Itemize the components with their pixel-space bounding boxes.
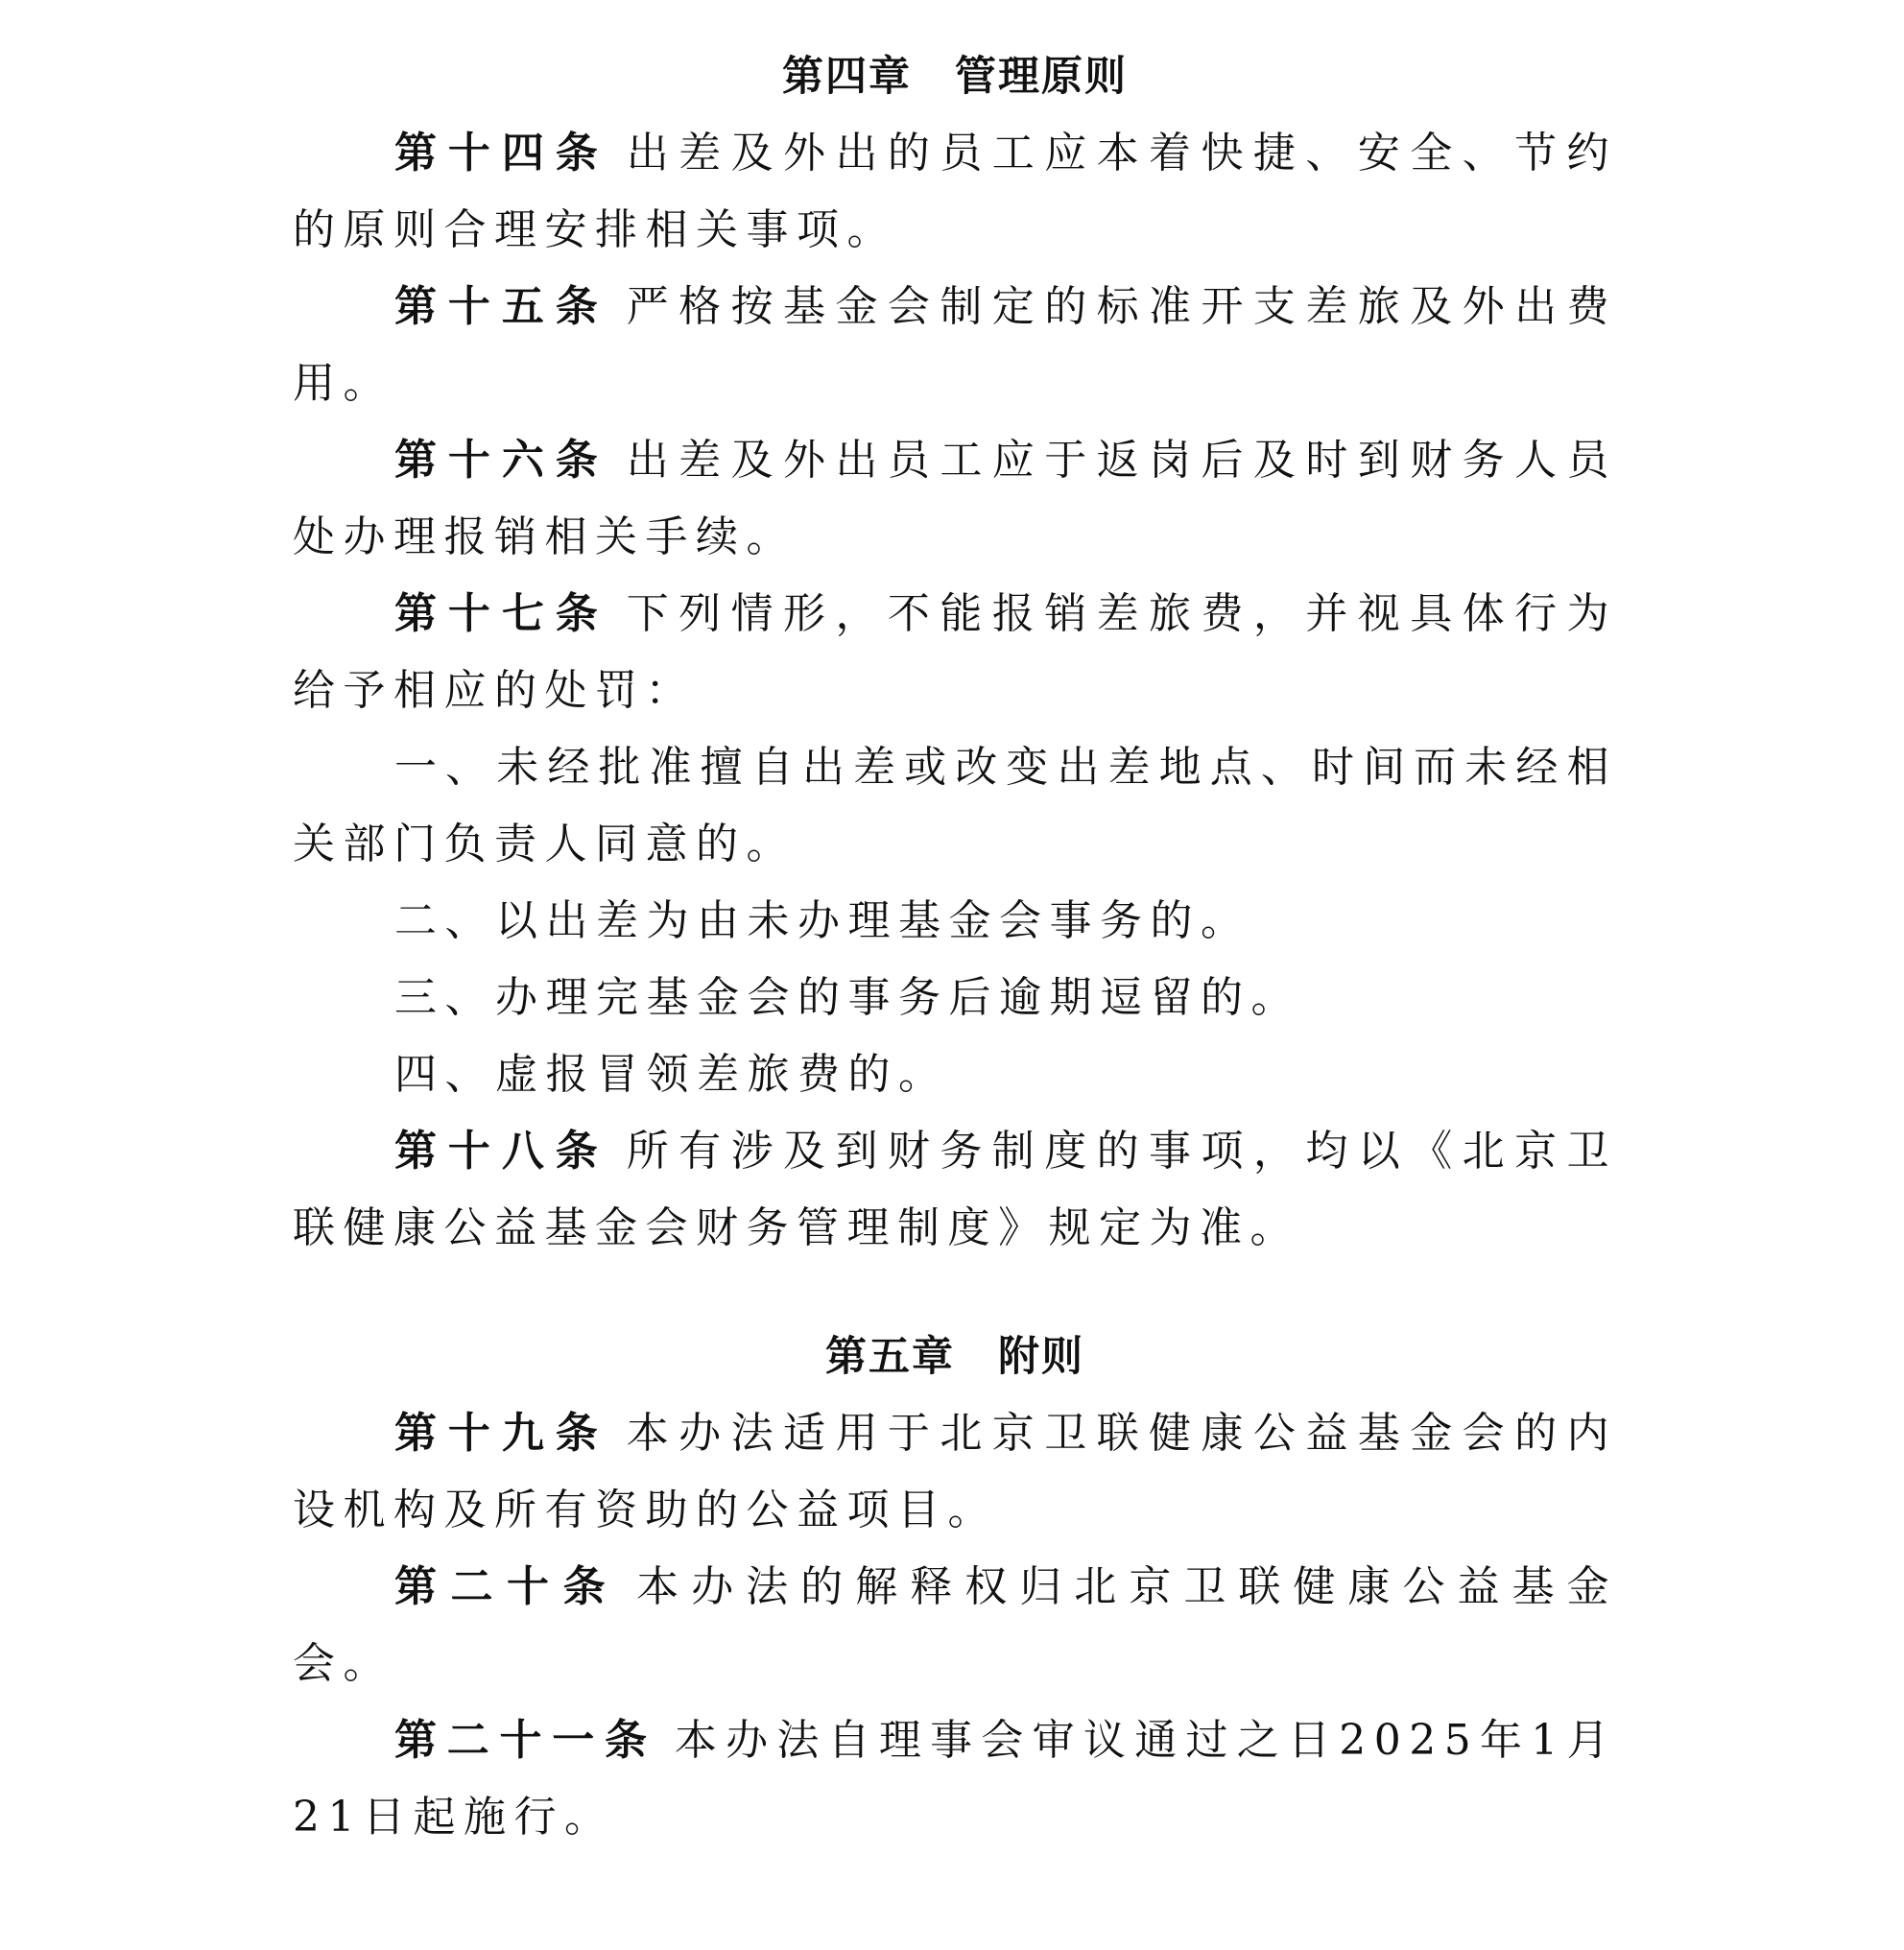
list-item-paragraph [293,960,1617,1036]
article-paragraph [293,1113,1617,1267]
article-number: 第十七条 [394,589,609,638]
article-text: 本办法的解释权归北京卫联健康公益基金会。 [293,1562,1618,1688]
list-item-paragraph [293,1036,1617,1113]
article-number: 第二十条 [394,1562,620,1611]
article-text: 下列情形，不能报销差旅费，并视具体行为给予相应的处罚： [293,589,1618,715]
article-text: 所有涉及到财务制度的事项，均以《北京卫联健康公益基金会财务管理制度》规定为准。 [293,1127,1618,1252]
article-text: 严格按基金会制定的标准开支差旅及外出费用。 [293,282,1618,408]
article-text: 本办法适用于北京卫联健康公益基金会的内设机构及所有资助的公益项目。 [293,1409,1618,1534]
article-paragraph [293,1549,1617,1702]
article-paragraph [293,269,1617,422]
chapter-title: 第四章 管理原则 [782,53,1128,101]
article-number: 第十六条 [394,436,609,485]
article-number: 第十四条 [394,129,609,178]
article-number: 第十五条 [394,282,609,331]
article-number: 第十八条 [394,1127,609,1176]
chapter-title: 第五章 附则 [825,1333,1084,1381]
article-number: 第二十一条 [394,1716,657,1765]
list-item-paragraph [293,883,1617,960]
article-text: 本办法自理事会审议通过之日2025年1月21日起施行。 [293,1716,1617,1842]
document-body [293,38,1617,1856]
article-text: 出差及外出员工应于返岗后及时到财务人员处办理报销相关手续。 [293,436,1618,561]
list-item-text: 一、未经批准擅自出差或改变出差地点、时间而未经相关部门负责人同意的。 [293,743,1617,868]
article-paragraph [293,115,1617,269]
list-item-text: 三、办理完基金会的事务后逾期逗留的。 [394,973,1301,1022]
article-paragraph [293,576,1617,729]
list-item-text: 四、虚报冒领差旅费的。 [394,1050,949,1099]
article-paragraph [293,1702,1617,1856]
article-paragraph [293,422,1617,576]
list-item-paragraph [293,729,1617,883]
list-item-text: 二、以出差为由未办理基金会事务的。 [394,896,1251,945]
article-text: 出差及外出的员工应本着快捷、安全、节约的原则合理安排相关事项。 [293,129,1618,254]
chapter-spacer [293,1267,1617,1319]
article-number: 第十九条 [394,1409,609,1458]
article-paragraph [293,1395,1617,1549]
